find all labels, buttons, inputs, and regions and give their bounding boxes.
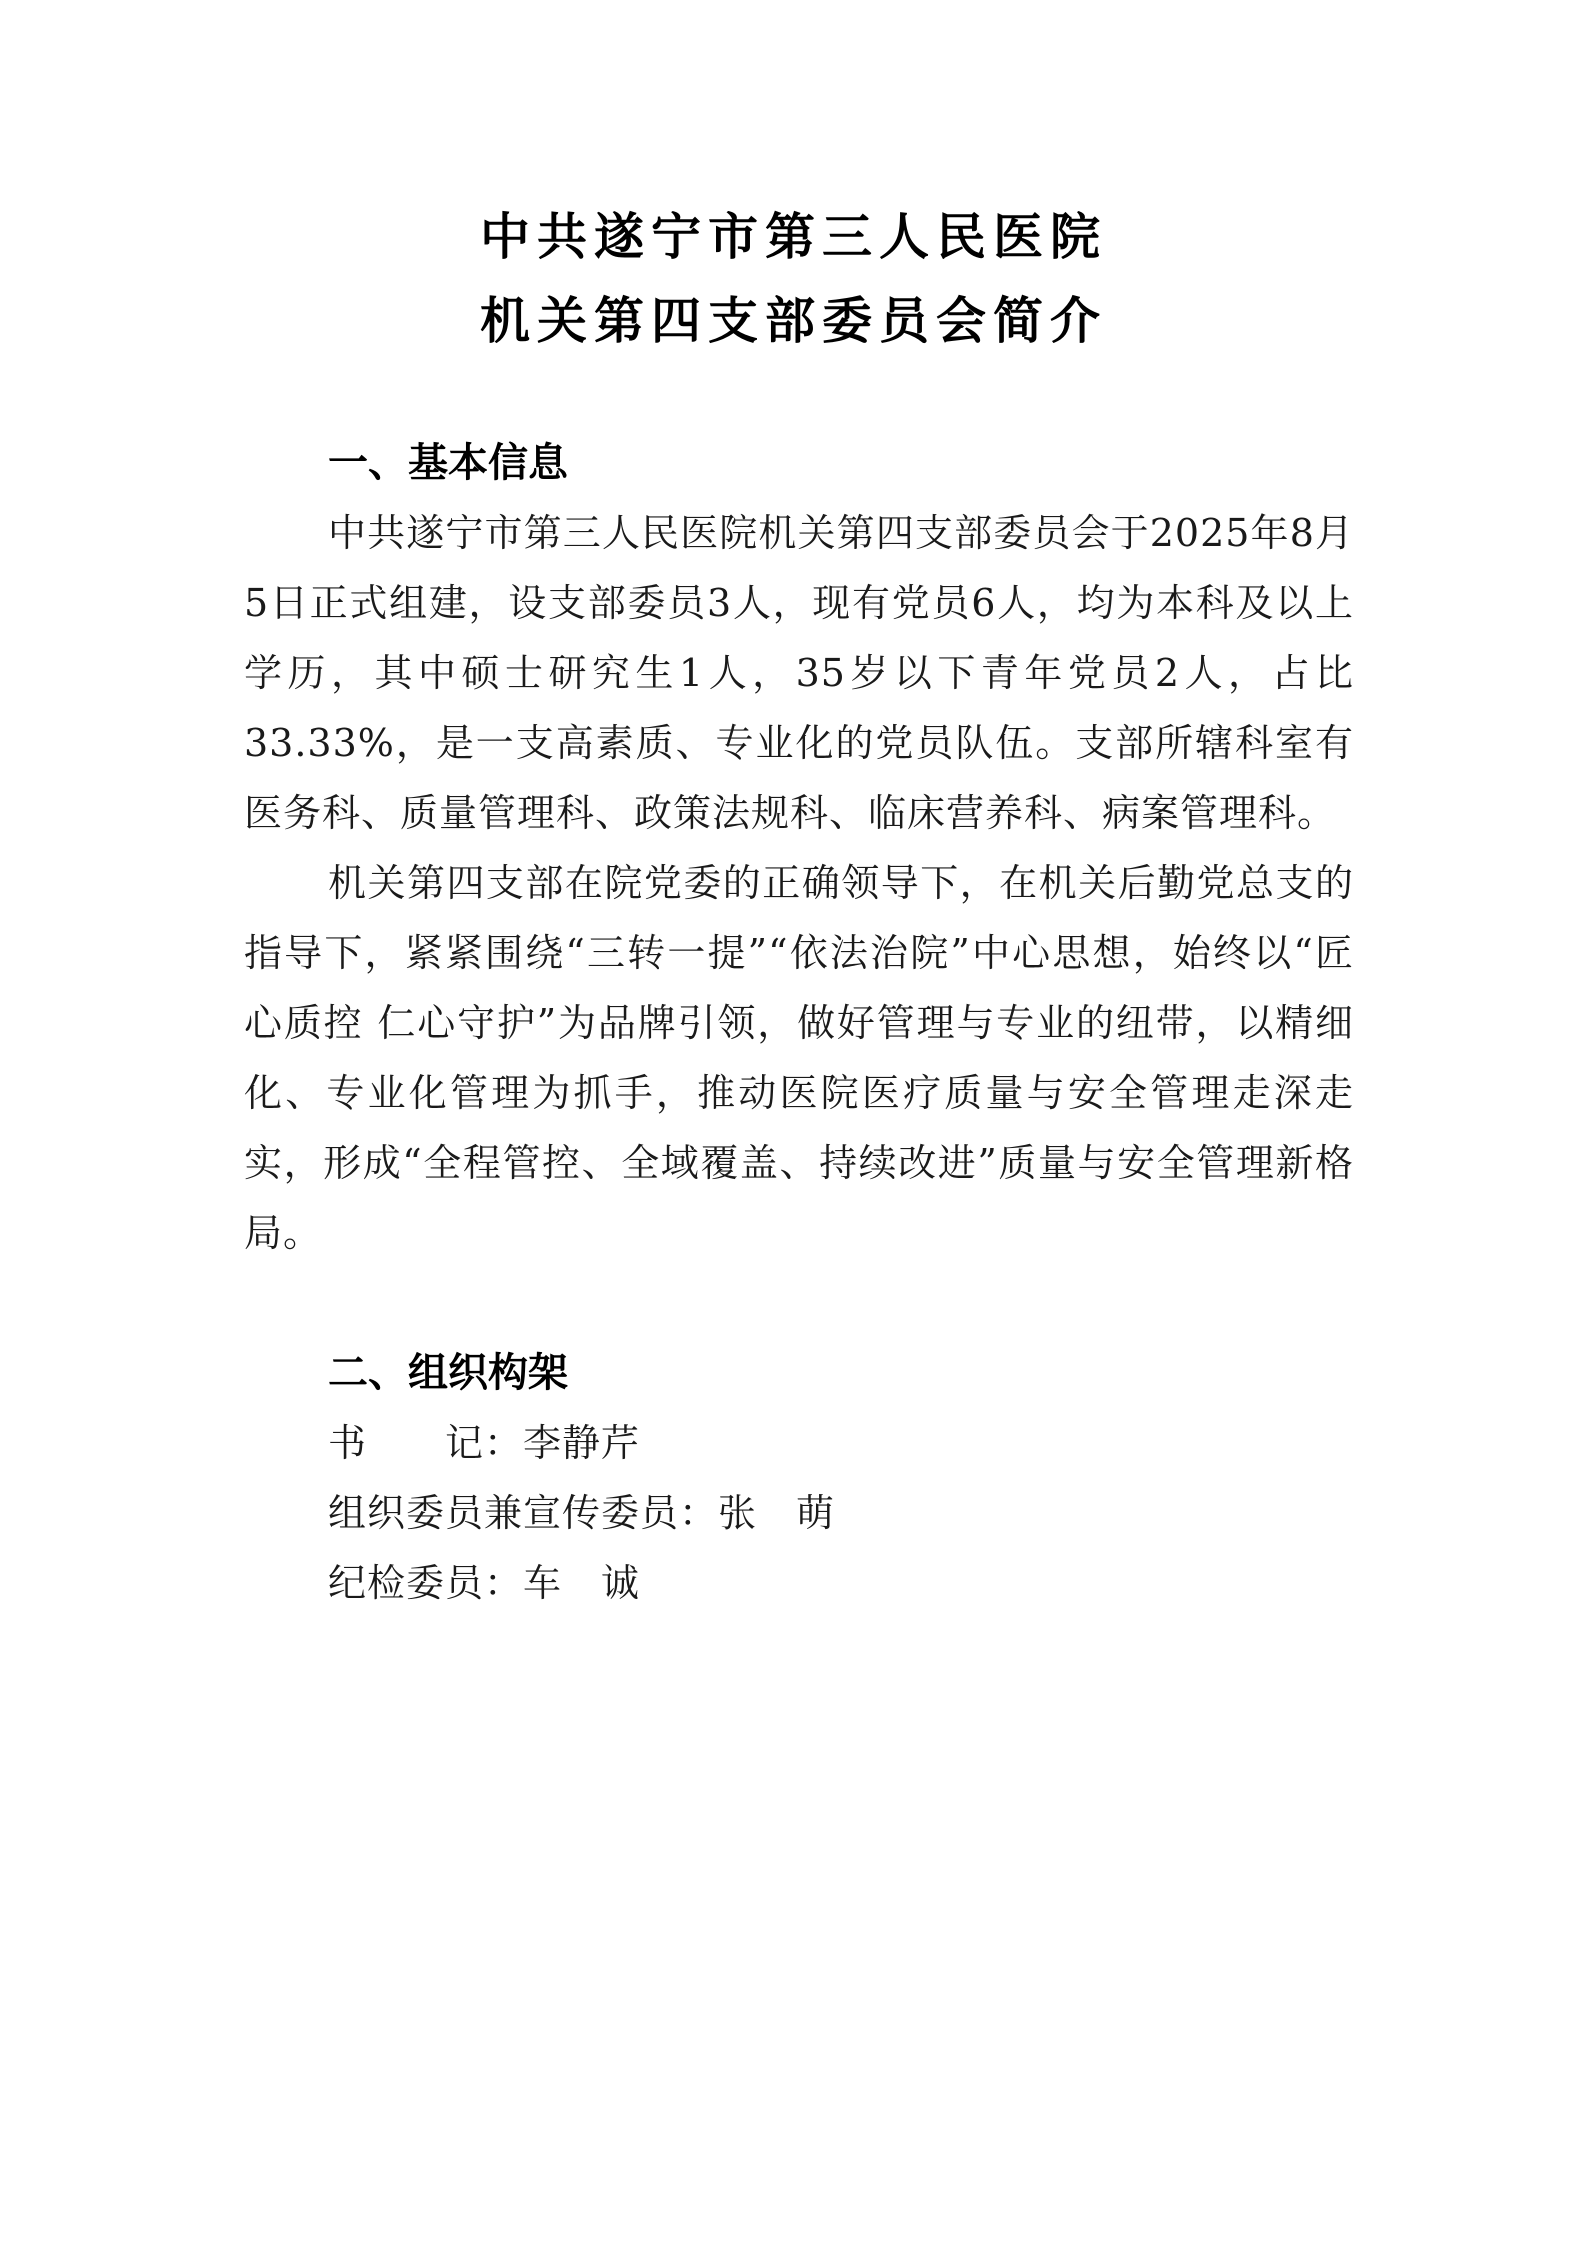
member-organization-publicity: 组织委员兼宣传委员：张 萌 bbox=[328, 1491, 836, 1535]
member-secretary: 书 记：李静芹 bbox=[328, 1421, 641, 1465]
document-title-line-1: 中共遂宁市第三人民医院 bbox=[480, 208, 1107, 266]
document-title-line-2: 机关第四支部委员会简介 bbox=[480, 292, 1107, 350]
member-discipline-inspection: 纪检委员：车 诚 bbox=[328, 1561, 641, 1605]
section-heading-basic-info: 一、基本信息 bbox=[328, 440, 568, 486]
section-body-basic-info bbox=[244, 498, 1354, 1268]
section-heading-organization: 二、组织构架 bbox=[328, 1350, 568, 1396]
paragraph-basic-info: 中共遂宁市第三人民医院机关第四支部委员会于2025年8月5日正式组建，设支部委员3人，现有党员6人，均为本科及以上学历，其中硕士研究生1人，35岁以下青年党员2人，占比33.33%，是一支高素质、专业化的党员队伍。支部所辖科室有医务科、质量管理科、政策法规科、临床营养科、病案管理科。 bbox=[244, 511, 1354, 835]
paragraph-branch-work: 机关第四支部在院党委的正确领导下，在机关后勤党总支的指导下，紧紧围绕“三转一提”“依法治院”中心思想，始终以“匠心质控 仁心守护”为品牌引领，做好管理与专业的纽带，以精细化、专业化管理为抓手，推动医院医疗质量与安全管理走深走实，形成“全程管控、全域覆盖、持续改进”质量与安全管理新格局。 bbox=[244, 861, 1354, 1255]
